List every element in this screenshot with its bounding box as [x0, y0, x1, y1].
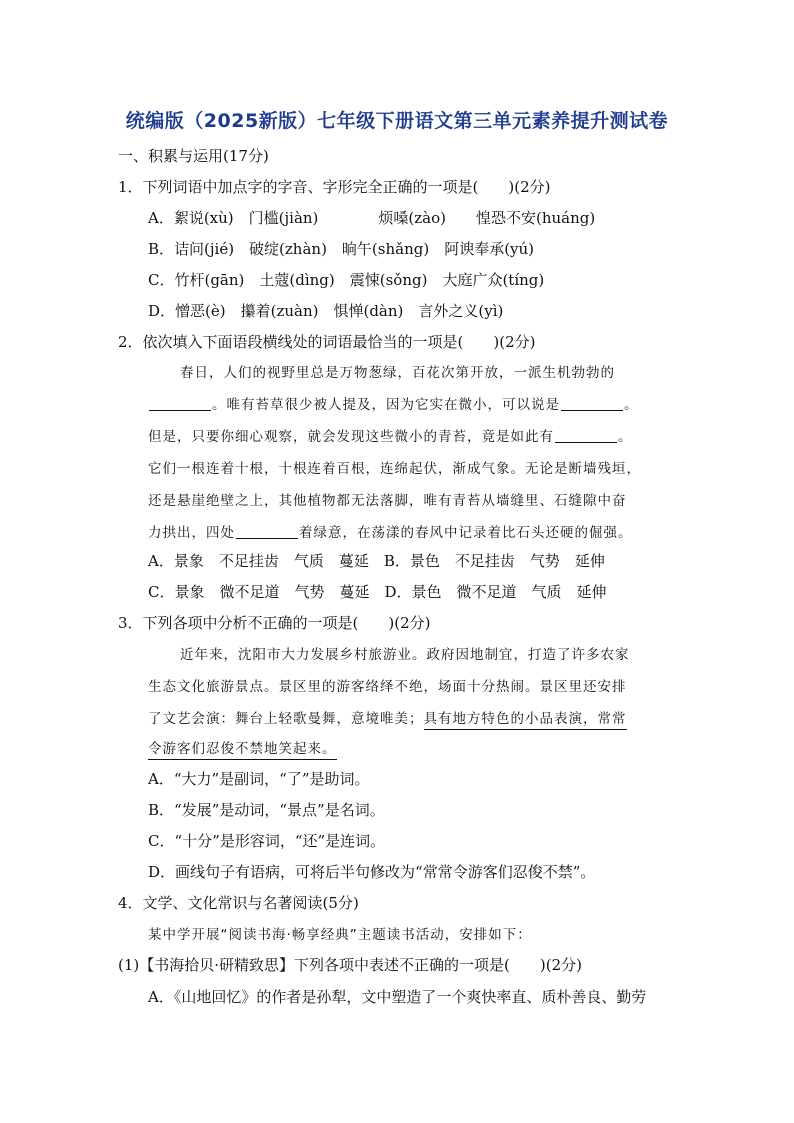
passage-3-line-1: 近年来，沈阳市大力发展乡村旅游业。政府因地制宜，打造了许多农家 — [180, 647, 630, 663]
passage-2-line-4: 它们一根连着十根，十根连着百根，连绵起伏，渐成气象。无论是断墙残垣， — [148, 461, 641, 477]
underlined-sentence-part-1: 具有地方特色的小品表演，常常 — [424, 709, 627, 730]
question-2-stem: 2．依次填入下面语段横线处的词语最恰当的一项是( )(2分) — [118, 333, 536, 351]
question-1-option-b: B．诘问(jié) 破绽(zhàn) 晌午(shǎng) 阿谀奉承(yú) — [148, 240, 535, 258]
passage-2-line-3-end: 。 — [618, 429, 633, 445]
question-2-options-ab: A．景象 不足挂齿 气质 蔓延 B．景色 不足挂齿 气势 延伸 — [148, 552, 605, 570]
passage-2-line-2-text: 。唯有苔草很少被人提及，因为它实在微小，可以说是 — [212, 397, 560, 413]
passage-3-line-2: 生态文化旅游景点。景区里的游客络绎不绝，场面十分热闹。景区里还安排 — [148, 679, 627, 695]
question-4-stem: 4．文学、文化常识与名著阅读(5分) — [118, 894, 359, 912]
question-3-option-c: C．“十分”是形容词，“还”是连词。 — [148, 832, 386, 850]
question-1-option-d: D．憎恶(è) 攥着(zuàn) 惧惮(dàn) 言外之义(yì) — [148, 302, 504, 320]
passage-3-line-4 — [148, 739, 337, 760]
question-3-stem: 3．下列各项中分析不正确的一项是( )(2分) — [118, 614, 431, 632]
underlined-sentence-part-2: 令游客们忍俊不禁地笑起来。 — [148, 739, 337, 760]
question-3-option-d: D．画线句子有语病，可将后半句修改为“常常令游客们忍俊不禁”。 — [148, 863, 596, 881]
question-4-sub-1: (1)【书海拾贝·研精致思】下列各项中表述不正确的一项是( )(2分) — [118, 956, 582, 974]
passage-2-line-5: 还是悬崖绝壁之上，其他植物都无法落脚，唯有青苔从墙缝里、石缝隙中奋 — [148, 493, 627, 509]
question-3-option-a: A．“大力”是副词，“了”是助词。 — [148, 770, 370, 788]
passage-2-line-3-text: 但是，只要你细心观察，就会发现这些微小的青苔，竟是如此有 — [148, 429, 554, 445]
passage-2-line-2 — [148, 395, 639, 415]
section-heading: 一、积累与运用(17分) — [118, 147, 269, 165]
passage-3-line-3-text: 了文艺会演：舞台上轻歌曼舞，意境唯美； — [148, 711, 424, 727]
passage-2-line-6 — [148, 523, 633, 543]
blank-4 — [236, 524, 298, 539]
question-3-option-b: B．“发展”是动词，“景点”是名词。 — [148, 801, 385, 819]
question-4-option-a: A．《山地回忆》的作者是孙犁，文中塑造了一个爽快率直、质朴善良、勤劳 — [148, 988, 647, 1006]
question-4-intro: 某中学开展“阅读书海·畅享经典”主题读书活动，安排如下： — [148, 927, 532, 943]
passage-2-line-3 — [148, 427, 633, 447]
passage-3-line-3 — [148, 709, 627, 730]
passage-2-line-1: 春日，人们的视野里总是万物葱绿，百花次第开放，一派生机勃勃的 — [180, 365, 615, 381]
blank-2 — [561, 396, 623, 411]
question-1-option-a: A．絮说(xù) 门槛(jiàn) 烦嗓(zào) 惶恐不安(huáng) — [148, 209, 596, 227]
question-2-options-cd: C．景象 微不足道 气势 蔓延 D．景色 微不足道 气质 延伸 — [148, 583, 607, 601]
blank-3 — [555, 428, 617, 443]
passage-2-line-6-text: 力拱出，四处 — [148, 525, 235, 541]
document-title: 统编版（2025新版）七年级下册语文第三单元素养提升测试卷 — [125, 110, 669, 132]
passage-2-line-6-end: 着绿意，在荡漾的春风中记录着比石头还硬的倔强。 — [299, 525, 633, 541]
passage-2-line-2-end: 。 — [624, 397, 639, 413]
blank-1 — [149, 396, 211, 411]
question-1-stem: 1．下列词语中加点字的字音、字形完全正确的一项是( )(2分) — [118, 178, 551, 196]
question-1-option-c: C．竹杆(gān) 土蔻(dìng) 震悚(sǒng) 大庭广众(tíng) — [148, 271, 545, 289]
